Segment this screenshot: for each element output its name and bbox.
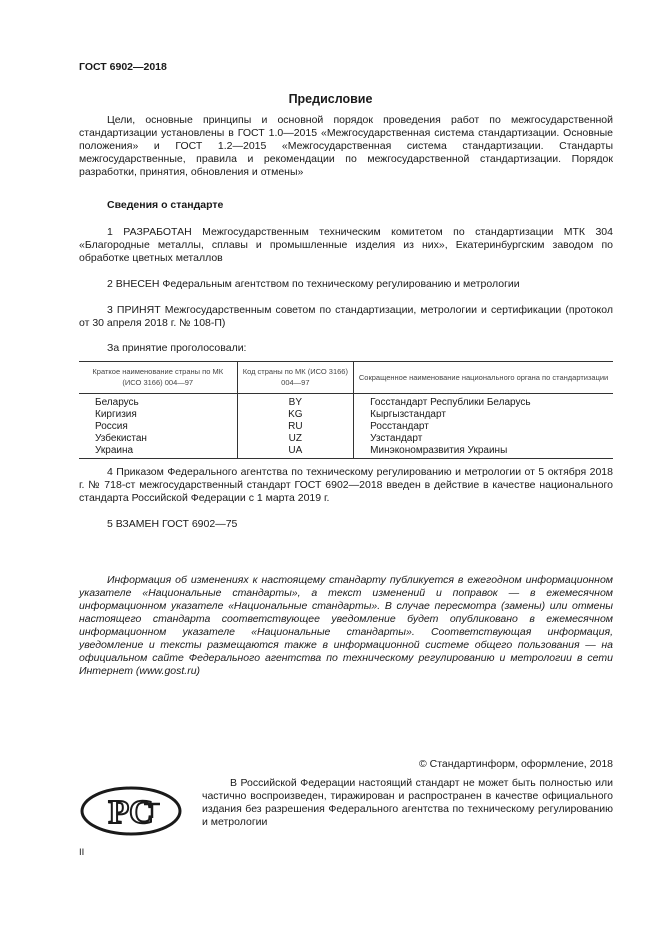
org-cell: Росстандарт <box>354 421 613 433</box>
vote-table <box>79 361 613 459</box>
col-header-country: Краткое наименование страны по МК (ИСО 3166) 004—97 <box>79 362 237 394</box>
item-adopted: 3 ПРИНЯТ Межгосударственным советом по стандартизации, метрологии и сертификации (протокол от 30 апреля 2018 г. № 108-П) <box>79 304 613 329</box>
copyright-line: © Стандартинформ, оформление, 2018 <box>418 758 613 770</box>
rst-certification-mark-icon <box>80 786 182 840</box>
code-cell: BY <box>237 394 354 410</box>
reproduction-rights-notice: В Российской Федерации настоящий стандарт не может быть полностью или частично воспроизведен, тиражирован и распространен в качестве официального издания без разрешения Федерального агентства по техническому регулированию и метрологии <box>202 777 613 828</box>
table-row <box>79 445 613 459</box>
item-introduced: 2 ВНЕСЕН Федеральным агентством по техническому регулированию и метрологии <box>107 278 520 290</box>
table-row <box>79 409 613 421</box>
country-cell: Россия <box>95 421 128 432</box>
voted-label: За принятие проголосовали: <box>107 342 247 354</box>
document-code: ГОСТ 6902—2018 <box>79 61 167 73</box>
org-cell: Узстандарт <box>354 433 613 445</box>
changes-info-notice: Информация об изменениях к настоящему стандарту публикуется в ежегодном информационном указателе «Национальные стандарты», а текст изменений и поправок — в ежемесячном информационном указателе «Национальные стандарты». В случае пересмотра (замены) или отмены настоящего стандарта соответствующее уведомление будет опубликовано в ежемесячном информационном указателе «Национальные стандарты». Соответствующая информация, уведомление и тексты размещаются также в информационной системе общего пользования — на официальном сайте Федерального агентства по техническому регулированию и метрологии в сети Интернет (www.gost.ru) <box>79 574 613 677</box>
code-cell: KG <box>237 409 354 421</box>
foreword-title: Предисловие <box>288 92 373 106</box>
table-row <box>79 394 613 410</box>
org-cell: Госстандарт Республики Беларусь <box>354 394 613 410</box>
item-developed: 1 РАЗРАБОТАН Межгосударственным техническим комитетом по стандартизации МТК 304 «Благородные металлы, сплавы и промышленные изделия из них», Екатеринбургским заводом по обработке цветных металлов <box>79 226 613 264</box>
country-cell: Киргизия <box>95 409 137 420</box>
code-cell: RU <box>237 421 354 433</box>
col-header-org: Сокращенное наименование национального органа по стандартизации <box>354 362 613 394</box>
org-cell: Минэкономразвития Украины <box>354 445 613 459</box>
code-cell: UA <box>237 445 354 459</box>
table-row <box>79 433 613 445</box>
item-replaces: 5 ВЗАМЕН ГОСТ 6902—75 <box>107 518 238 530</box>
item-enacted: 4 Приказом Федерального агентства по техническому регулированию и метрологии от 5 октября 2018 г. № 718-ст межгосударственный стандарт ГОСТ 6902—2018 введен в действие в качестве национального стандарта Российской Федерации с 1 марта 2019 г. <box>79 466 613 504</box>
table-row <box>79 421 613 433</box>
code-cell: UZ <box>237 433 354 445</box>
svg-text:PC: PC <box>108 794 154 831</box>
country-cell: Беларусь <box>95 397 139 408</box>
vote-table-header <box>79 362 613 394</box>
foreword-intro: Цели, основные принципы и основной порядок проведения работ по межгосударственной стандартизации установлены в ГОСТ 1.0—2015 «Межгосударственная система стандартизации. Основные положения» и ГОСТ 1.2—2015 «Межгосударственная система стандартизации. Стандарты межгосударственные, правила и рекомендации по межгосударственной стандартизации. Порядок разработки, принятия, обновления и отмены» <box>79 114 613 178</box>
page-number: II <box>79 847 85 858</box>
standard-info-heading: Сведения о стандарте <box>107 199 224 211</box>
org-cell: Кыргызстандарт <box>354 409 613 421</box>
col-header-code: Код страны по МК (ИСО 3166) 004—97 <box>237 362 354 394</box>
country-cell: Узбекистан <box>95 433 147 444</box>
country-cell: Украина <box>79 445 237 459</box>
